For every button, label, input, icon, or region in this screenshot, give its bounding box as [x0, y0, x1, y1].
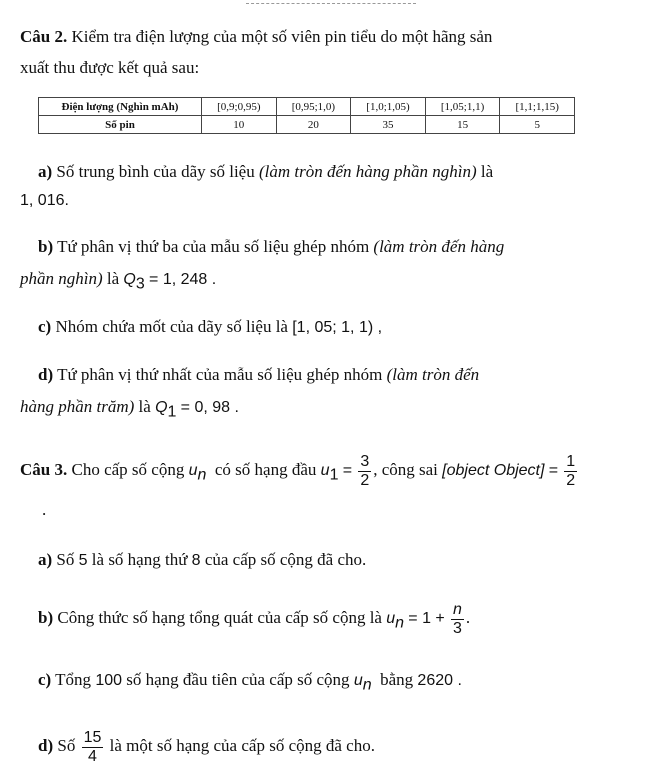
q2-item-c: c) Nhóm chứa mốt của dãy số liệu là [1, 05; 1, 1) ,: [38, 317, 383, 336]
fraction-fifteen-fourths: $\frac{15}{4}$: [83, 728, 102, 765]
q2-title: Câu 2.: [20, 27, 68, 46]
table-row: [39, 98, 575, 116]
q2-item-b-line2: phần nghìn) là $Q_3 = 1$, 248 .: [20, 269, 217, 293]
q2-intro-line1: Câu 2. Kiểm tra điện lượng của một số viên pin tiểu do một hãng sản: [20, 27, 493, 46]
q3-item-c: c) Tổng 100 số hạng đầu tiên của cấp số cộng $u_n$ bằng 2620 .: [38, 670, 462, 694]
q2-item-a-value: 1, 016.: [20, 192, 69, 209]
q3-item-d: d) Số $\frac{15}{4}$ là một số hạng của cấp số cộng đã cho.: [38, 728, 375, 765]
q3-trailing-dot: .: [42, 500, 47, 519]
q2-item-d-line2: hàng phần trăm) là $Q_1 = 0$, 98 .: [20, 397, 239, 421]
q2-intro-line2: xuất thu được kết quả sau:: [20, 58, 200, 77]
table-cell: 5: [500, 116, 575, 134]
table-cell: [0,95;1,0): [276, 98, 351, 116]
q2-item-a: a) Số trung bình của dãy số liệu (làm tròn đến hàng phần nghìn) là: [38, 162, 494, 181]
q3-intro: Câu 3. Cho cấp số cộng $u_n$ có số hạng đầu $u_1$ = $\frac{3}{2}$ , công sai [object Object] = $\frac{1}{2}$: [20, 452, 576, 489]
table-row: [39, 116, 575, 134]
table-row-label: Điện lượng (Nghìn mAh): [39, 98, 202, 116]
table-cell: 20: [276, 116, 351, 134]
table-row-label: Số pin: [39, 116, 202, 134]
top-divider: [246, 3, 416, 4]
fraction-three-halves: $\frac{3}{2}$: [360, 452, 370, 489]
table-cell: [0,9;0,95): [202, 98, 277, 116]
table-cell: [1,1;1,15): [500, 98, 575, 116]
q3-item-a: a) Số 5 là số hạng thứ 8 của cấp số cộng đã cho.: [38, 550, 367, 569]
q3-title: Câu 3.: [20, 460, 68, 479]
q2-data-table: [38, 97, 575, 134]
fraction-n-over-three: $\frac{n}{3}$: [453, 600, 462, 637]
table-cell: 10: [202, 116, 277, 134]
q2-item-d: d) Tứ phân vị thứ nhất của mẫu số liệu ghép nhóm (làm tròn đến: [38, 365, 480, 384]
fraction-one-half: $\frac{1}{2}$: [566, 452, 576, 489]
q3-item-b: b) Công thức số hạng tổng quát của cấp số cộng là $u_n = 1$ + $\frac{n}{3}$ .: [38, 600, 471, 637]
table-cell: 35: [351, 116, 426, 134]
table-cell: [1,0;1,05): [351, 98, 426, 116]
table-cell: [1,05;1,1): [425, 98, 500, 116]
table-cell: 15: [425, 116, 500, 134]
q2-item-b: b) Tứ phân vị thứ ba của mẫu số liệu ghép nhóm (làm tròn đến hàng: [38, 237, 505, 256]
